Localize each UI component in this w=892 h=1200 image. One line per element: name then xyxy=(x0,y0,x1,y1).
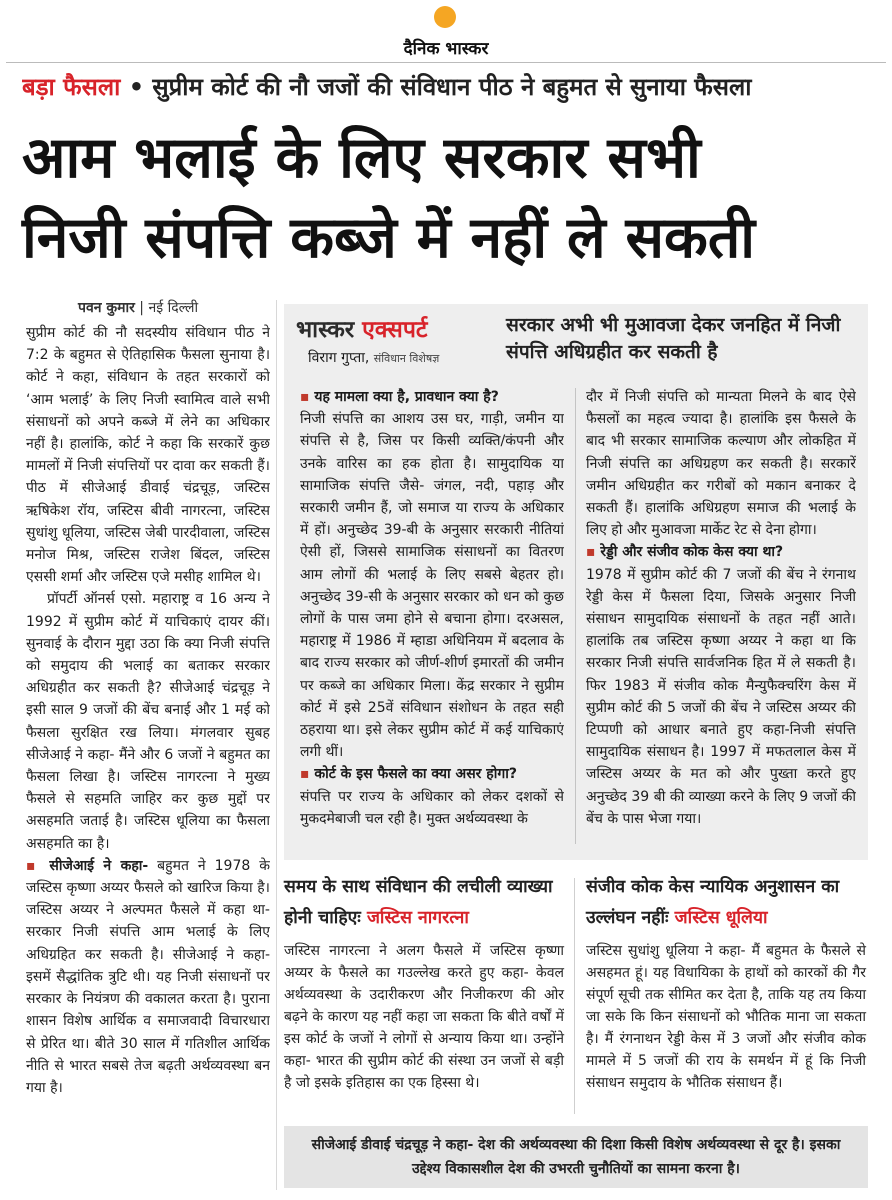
box-dhulia-name: जस्टिस धूलिया xyxy=(674,908,768,928)
byline-separator: | xyxy=(134,300,149,316)
story-subhead: ▪ सीजेआई ने कहा- xyxy=(26,858,148,874)
box-divider xyxy=(574,878,575,1114)
expert-a1: निजी संपत्ति का आशय उस घर, गाड़ी, जमीन या संपत्ति से है, जिस पर किसी व्यक्ति/कंपनी और उनके वारिस का हक होता है। सामुदायिक या सामाजिक संपत्ति जैसे- जंगल, नदी, पहाड़ और सरकारी जमीन हैं, जो समाज या राज्य के अधिकार में हों। अनुच्छेद 39-बी के अनुसार सरकारी नीतियां ऐसी हों, जिससे सामाजिक संसाधनों का वितरण आम लोगों की भलाई के लिए सबसे बेहतर हो। अनुच्छेद 39-सी के अनुसार सरकार को धन को कुछ लोगों के पास जमा होने से बचाना होगा। दरअसल, महाराष्ट्र में 1986 में म्हाडा अधिनियम में बदलाव के बाद राज्य सरकार को जीर्ण-शीर्ण इमारतों की जमीन पर कब्जे का अधिकार मिला। केंद्र सरकार ने सुप्रीम कोर्ट में इसे 25वें संविधान संशोधन के तहत सही ठहराया था। इसे लेकर सुप्रीम कोर्ट में कई याचिकाएं लगी थीं। xyxy=(300,411,564,761)
story-paragraph-3-text: बहुमत ने 1978 के जस्टिस कृष्णा अय्यर फैसले को खारिज किया है। जस्टिस अय्यर ने अल्पमत फैसले में कहा था- सरकार निजी संपत्ति आम भलाई के लिए अधिग्रहित कर सकती है। सीजेआई ने कहा- इसमें सैद्धांतिक त्रुटि थी। यह निजी संसाधनों पर सरकार के नियंत्रण की वकालत करता है। पुराना शासन विशेष आर्थिक व समाजवादी विचारधारा से प्रेरित था। बीते 30 साल में गतिशील आर्थिक नीति से भारत सबसे तेज बढ़ती अर्थव्यवस्था बन गया है। xyxy=(26,857,270,1096)
kicker-text: • सुप्रीम कोर्ट की नौ जजों की संविधान पीठ ने बहुमत से सुनाया फैसला xyxy=(120,73,752,101)
box-nagarathna-title-text: समय के साथ संविधान की लचीली व्याख्या होनी चाहिएः xyxy=(284,877,553,928)
headline-line-1: आम भलाई के लिए सरकार सभी xyxy=(22,125,701,191)
story-paragraph-3 xyxy=(26,855,270,1099)
expert-author-role: संविधान विशेषज्ञ xyxy=(373,352,440,365)
logo-text: दैनिक भास्कर xyxy=(403,39,489,59)
expert-brand-b: एक्सपर्ट xyxy=(362,317,428,343)
masthead-divider xyxy=(6,62,886,63)
expert-a2: संपत्ति पर राज्य के अधिकार को लेकर दशकों से मुकदमेबाजी चल रही है। मुक्त अर्थव्यवस्था के xyxy=(300,788,564,827)
expert-a2-continued: दौर में निजी संपत्ति को मान्यता मिलने के बाद ऐसे फैसलों का महत्व ज्यादा है। हालांकि इस फैसले के बाद भी सरकार सामाजिक कल्याण और लोकहित में निजी संपत्ति का अधिग्रहण कर सकती है। सरकारें जमीन अधिग्रहीत कर गरीबों को मकान बनाकर दे सकती हैं। हालांकि अधिग्रहण समाज की भलाई के लिए हो और मुआवजा मार्केट रेट से देना होगा। xyxy=(586,389,856,539)
story-paragraph-1: सुप्रीम कोर्ट की नौ सदस्यीय संविधान पीठ ने 7:2 के बहुमत से ऐतिहासिक फैसला सुनाया है। कोर्ट ने कहा, संविधान के तहत सरकारों को ‘आम भलाई’ के लिए निजी स्वामित्व वाले सभी संसाधनों को अपने कब्जे में लेने का अधिकार नहीं है। हालांकि, कोर्ट ने कहा कि सरकारें कुछ मामलों में निजी संपत्तियों पर दावा कर सकती हैं। पीठ में सीजेआई डीवाई चंद्रचूड़, जस्टिस ऋषिकेश रॉय, जस्टिस बीवी नागरत्ना, जस्टिस सुधांशु धूलिया, जस्टिस जेबी पारदीवाला, जस्टिस मनोज मिश्र, जस्टिस राजेश बिंदल, जस्टिस एससी शर्मा और जस्टिस एजे मसीह शामिल थे। xyxy=(26,325,270,586)
expert-author-name: विराग गुप्ता, xyxy=(308,350,374,366)
expert-column-divider xyxy=(575,388,576,844)
box-dhulia-title xyxy=(586,872,866,934)
story-paragraph-2: प्रॉपर्टी ऑनर्स एसो. महाराष्ट्र व 16 अन्य ने 1992 में सुप्रीम कोर्ट में याचिकाएं दायर कीं। सुनवाई के दौरान मुद्दा उठा कि क्या निजी संपत्ति को समुदाय की भलाई का बताकर सरकार अधिग्रहीत कर सकती है? सीजेआई चंद्रचूड़ ने इसी साल 9 जजों की बेंच बनाई और 1 मई को फैसला सुरक्षित रख लिया। मंगलवार सुबह सीजेआई ने कहा- मैंने और 6 जजों ने बहुमत का फैसला लिखा है। जस्टिस नागरत्ना ने मुख्य फैसले से सहमति जाहिर कर कुछ मुद्दों पर असहमति जताई है। जस्टिस धूलिया का फैसला असहमति का है। xyxy=(26,591,270,852)
column-divider xyxy=(276,300,277,1190)
byline-author: पवन कुमार xyxy=(78,300,135,316)
expert-q3: ▪ रेड्डी और संजीव कोक केस क्या था? xyxy=(586,541,856,563)
expert-q2: ▪ कोर्ट के इस फैसले का क्या असर होगा? xyxy=(300,763,564,785)
expert-question-title: सरकार अभी भी मुआवजा देकर जनहित में निजी संपत्ति अधिग्रहीत कर सकती है xyxy=(506,314,841,363)
expert-author xyxy=(308,348,439,367)
expert-brand xyxy=(296,312,427,344)
box-dhulia-body: जस्टिस सुधांशु धूलिया ने कहा- मैं बहुमत के फैसले से असहमत हूं। यह विधायिका के हाथों को कारकों की गैर संपूर्ण सूची तक सीमित कर देता है, ताकि यह तय किया जा सके कि किन संसाधनों को भौतिक माना जा सकता है। मैं रंगनाथन रेड्डी केस में 3 जजों और संजीव कोक मामले में 5 जजों की राय के समर्थन में हूं कि निजी संसाधन समुदाय के भौतिक संसाधन हैं। xyxy=(586,943,866,1091)
box-nagarathna-body: जस्टिस नागरत्ना ने अलग फैसले में जस्टिस कृष्णा अय्यर के फैसले का गउल्लेख करते हुए कहा- केवल अर्थव्यवस्था के उदारीकरण और निजीकरण की ओर बढ़ने के कारण यह नहीं कहा जा सकता कि बीते वर्षों में इस कोर्ट के जजों ने लोगों से अन्याय किया था। उन्होंने कहा- भारत की सुप्रीम कोर्ट की संस्था उन जजों से बड़ी है जो इसके इतिहास का एक हिस्सा थे। xyxy=(284,943,564,1091)
box-nagarathna-title xyxy=(284,872,564,934)
box-nagarathna xyxy=(284,872,564,1122)
byline-place: नई दिल्ली xyxy=(148,300,199,316)
headline-line-2: निजी संपत्ति कब्जे में नहीं ले सकती xyxy=(22,205,756,271)
sun-icon xyxy=(434,6,456,28)
expert-a3: 1978 में सुप्रीम कोर्ट की 7 जजों की बेंच ने रंगनाथ रेड्डी केस में फैसला दिया, जिसके अनुसार निजी संसाधन सामुदायिक संसाधनों के तहत नहीं आते। हालांकि तब जस्टिस कृष्णा अय्यर ने कहा था कि सरकार निजी संपत्ति सार्वजनिक हित में ले सकती है। फिर 1983 में संजीव कोक मैन्युफैक्चरिंग केस में सुप्रीम कोर्ट की 5 जजों की बेंच ने जस्टिस अय्यर की टिप्पणी को आधार बनाते हुए कहा-निजी संपत्ति सामुदायिक संसाधन है। 1997 में मफतलाल केस में जस्टिस अय्यर के मत को और पुख्ता करते हुए अनुच्छेद 39 बी की व्याख्या करने के लिए 9 जजों की बेंच के पास भेजा गया। xyxy=(586,566,856,827)
byline xyxy=(78,298,198,317)
cji-quote: सीजेआई डीवाई चंद्रचूड़ ने कहा- देश की अर्थव्यवस्था की दिशा किसी विशेष अर्थव्यवस्था से दूर है। इसका उद्देश्य विकासशील देश की उभरती चुनौतियों का सामना करना है। xyxy=(284,1126,868,1188)
expert-q1: ▪ यह मामला क्या है, प्रावधान क्या है? xyxy=(300,386,564,408)
headline xyxy=(22,118,874,278)
expert-panel xyxy=(284,304,868,860)
expert-column-2 xyxy=(586,386,856,856)
newspaper-logo xyxy=(370,6,522,62)
expert-brand-a: भास्कर xyxy=(296,317,363,343)
kicker xyxy=(22,70,872,104)
box-dhulia-title-text: संजीव कोक केस न्यायिक अनुशासन का उल्लंघन नहींः xyxy=(586,877,840,928)
box-dhulia xyxy=(586,872,866,1122)
main-story xyxy=(26,322,270,1192)
kicker-label: बड़ा फैसला xyxy=(22,73,121,101)
expert-column-1 xyxy=(300,386,564,856)
box-nagarathna-name: जस्टिस नागरत्ना xyxy=(366,908,469,928)
